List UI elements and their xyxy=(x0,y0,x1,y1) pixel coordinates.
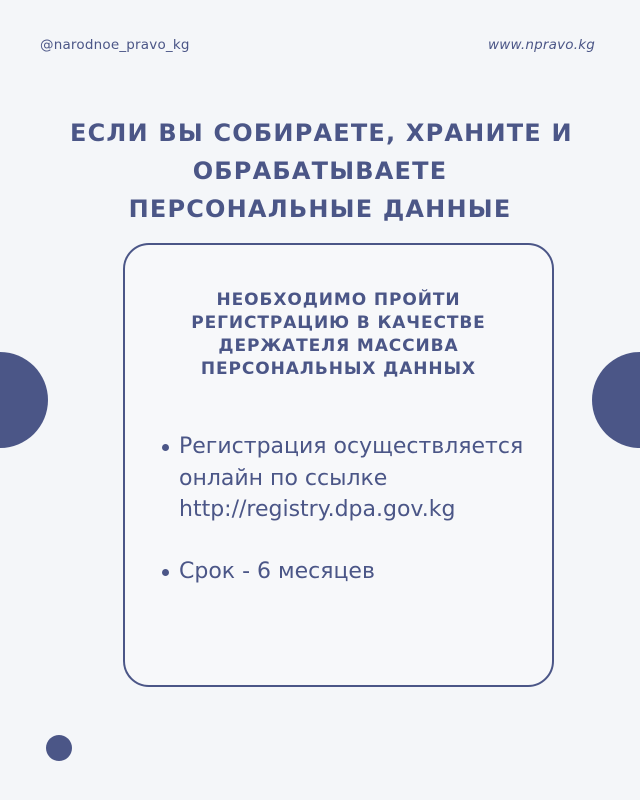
list-item xyxy=(159,556,539,588)
website-link[interactable]: www.npravo.kg xyxy=(487,37,595,53)
bullet-list xyxy=(159,431,539,617)
list-item xyxy=(159,431,539,526)
card-title-line: ДЕРЖАТЕЛЯ МАССИВА xyxy=(218,336,459,356)
card-title-line: НЕОБХОДИМО ПРОЙТИ xyxy=(216,290,461,310)
decorative-circle-left xyxy=(0,352,48,448)
headline-line: ЕСЛИ ВЫ СОБИРАЕТЕ, ХРАНИТЕ И xyxy=(70,119,573,147)
info-card xyxy=(123,243,554,687)
headline-line: ОБРАБАТЫВАЕТЕ xyxy=(192,157,448,185)
decorative-dot xyxy=(46,735,72,761)
bullet-icon xyxy=(162,569,169,576)
headline-line: ПЕРСОНАЛЬНЫЕ ДАННЫЕ xyxy=(128,195,512,223)
bullet-text: Срок - 6 месяцев xyxy=(179,558,375,584)
instagram-handle: @narodnoe_pravo_kg xyxy=(40,37,190,53)
card-title-line: РЕГИСТРАЦИЮ В КАЧЕСТВЕ xyxy=(191,313,486,333)
bullet-icon xyxy=(162,444,169,451)
bullet-text: Регистрация осуществляется xyxy=(179,434,524,459)
registry-link[interactable]: http://registry.dpa.gov.kg xyxy=(179,497,456,522)
decorative-circle-right xyxy=(592,352,640,448)
bullet-text: онлайн по ссылке xyxy=(179,465,388,491)
headline xyxy=(70,114,573,228)
card-title xyxy=(125,289,552,381)
card-title-line: ПЕРСОНАЛЬНЫХ ДАННЫХ xyxy=(200,359,477,379)
